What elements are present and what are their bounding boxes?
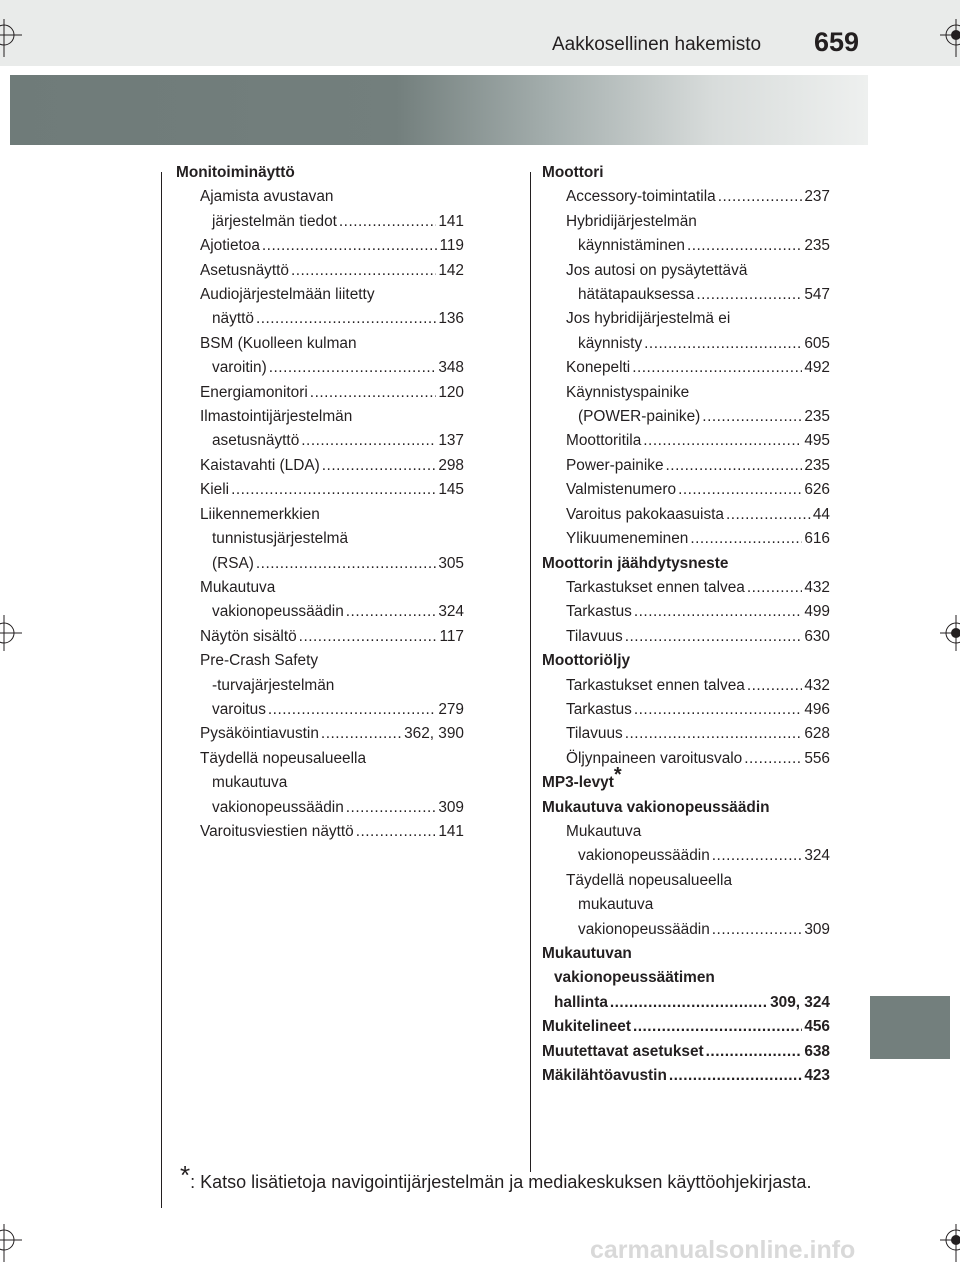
- dot-leader: [262, 234, 438, 258]
- index-entry-text: Valmistenumero: [566, 481, 677, 499]
- index-entry-text: vakionopeussäädin: [578, 920, 710, 938]
- crop-mark-mid-right: [922, 613, 960, 653]
- page-number: 659: [814, 27, 860, 57]
- index-entry-text: Muutettavat asetukset: [542, 1042, 704, 1060]
- index-subentry-text: Audiojärjestelmään liitetty: [200, 286, 375, 304]
- footnote-text: : Katso lisätietoja navigointijärjestelmän ja mediakeskuksen käyttöohjekirjasta.: [190, 1172, 812, 1192]
- dot-leader: [625, 722, 803, 746]
- index-subentry-text: Hybridijärjestelmän: [566, 212, 697, 230]
- dot-leader: [666, 454, 803, 478]
- page-reference[interactable]: 145: [438, 481, 464, 499]
- dot-leader: [696, 283, 802, 307]
- index-subentry-text: mukautuva: [578, 896, 654, 914]
- dot-leader: [726, 503, 811, 527]
- index-entry: [176, 722, 464, 746]
- page-reference[interactable]: 279: [438, 700, 464, 718]
- dot-leader: [268, 698, 436, 722]
- page-reference[interactable]: 432: [804, 578, 830, 596]
- index-entry-text: varoitin): [212, 359, 267, 377]
- page-reference[interactable]: 423: [804, 1067, 830, 1085]
- dot-leader: [644, 332, 802, 356]
- dot-leader: [291, 259, 436, 283]
- dot-leader: [718, 185, 803, 209]
- index-entry-text: Varoitusviestien näyttö: [200, 822, 354, 840]
- dot-leader: [712, 844, 803, 868]
- index-heading-text: Moottorin jäähdytysneste: [542, 554, 729, 572]
- watermark: carmanualsonline.info: [590, 1236, 856, 1264]
- index-entry: [176, 234, 464, 258]
- dot-leader: [346, 796, 437, 820]
- page-reference[interactable]: 492: [804, 359, 830, 377]
- dot-leader: [301, 429, 436, 453]
- index-entry: [176, 698, 464, 722]
- index-entry-text: Kaistavahti (LDA): [200, 456, 320, 474]
- index-heading: [542, 552, 830, 576]
- index-subentry-text: Täydellä nopeusalueella: [566, 871, 732, 889]
- page-reference[interactable]: 616: [804, 530, 830, 548]
- dot-leader: [747, 674, 803, 698]
- page-reference[interactable]: 495: [804, 432, 830, 450]
- index-entry: [542, 1040, 830, 1064]
- page-reference[interactable]: 626: [804, 481, 830, 499]
- index-heading-text: Mukautuva vakionopeussäädin: [542, 798, 770, 816]
- dot-leader: [712, 918, 803, 942]
- page-reference[interactable]: 628: [804, 725, 830, 743]
- page-reference[interactable]: 499: [804, 603, 830, 621]
- page-reference[interactable]: 432: [804, 676, 830, 694]
- index-entry-text: Tarkastus: [566, 603, 632, 621]
- dot-leader: [269, 356, 437, 380]
- index-heading-text: Moottori: [542, 164, 604, 181]
- left-column-rule: [161, 172, 162, 1208]
- page-reference[interactable]: 235: [804, 408, 830, 426]
- page-reference[interactable]: 298: [438, 456, 464, 474]
- index-heading-text: Monitoiminäyttö: [176, 164, 295, 181]
- index-entry-text: näyttö: [212, 310, 254, 328]
- footnote-asterisk: *: [180, 1160, 191, 1190]
- dot-leader: [632, 356, 802, 380]
- index-entry: [176, 429, 464, 453]
- crop-mark-bottom-right: [922, 1222, 960, 1262]
- index-entry-text: Energiamonitori: [200, 383, 308, 401]
- index-subentry-text: vakionopeussäätimen: [554, 969, 715, 987]
- header-title: Aakkosellinen hakemisto: [552, 34, 762, 55]
- index-entry: [176, 820, 464, 844]
- chapter-tab: [870, 996, 950, 1059]
- index-subentry-text: -turvajärjestelmän: [212, 676, 335, 694]
- index-entry-text: Moottoritila: [566, 432, 642, 450]
- page-reference[interactable]: 142: [438, 261, 464, 279]
- index-entry-text: Power-painike: [566, 456, 664, 474]
- index-entry-text: Konepelti: [566, 359, 631, 377]
- index-entry: [542, 625, 830, 649]
- index-entry-text: järjestelmän tiedot: [212, 212, 337, 230]
- index-heading-text: Mukautuvan: [542, 945, 632, 962]
- index-heading-text: Moottoriöljy: [542, 652, 631, 670]
- index-entry: [176, 381, 464, 405]
- index-entry-text: Tarkastukset ennen talvea: [566, 578, 745, 596]
- index-entry: [542, 356, 830, 380]
- index-entry: [542, 991, 830, 1015]
- index-heading: [176, 161, 464, 185]
- index-subentry-text: Jos hybridijärjestelmä ei: [566, 310, 731, 328]
- index-entry: [542, 576, 830, 600]
- index-subentry-text: Pre-Crash Safety: [200, 652, 319, 670]
- page-reference[interactable]: 237: [804, 188, 830, 206]
- page-reference[interactable]: 141: [438, 212, 464, 230]
- index-entry-text: Tarkastus: [566, 700, 632, 718]
- page-reference[interactable]: 638: [804, 1042, 830, 1060]
- index-subentry-text: BSM (Kuolleen kulman: [200, 334, 357, 352]
- index-heading: [542, 161, 830, 185]
- dot-leader: [299, 625, 438, 649]
- index-entry: [176, 259, 464, 283]
- dot-leader: [356, 820, 437, 844]
- index-subentry-text: tunnistusjärjestelmä: [212, 530, 349, 548]
- index-entry: [542, 405, 830, 429]
- page-reference[interactable]: 235: [804, 456, 830, 474]
- page-reference[interactable]: 44: [812, 505, 830, 523]
- page-reference[interactable]: 362, 390: [404, 725, 464, 743]
- index-heading: [542, 796, 830, 820]
- index-entry: [542, 722, 830, 746]
- index-entry-text: vakionopeussäädin: [578, 847, 710, 865]
- dot-leader: [744, 747, 802, 771]
- page-reference[interactable]: 556: [804, 749, 830, 767]
- index-subentry-text: Jos autosi on pysäytettävä: [566, 261, 748, 279]
- index-entry: [542, 600, 830, 624]
- index-entry: [542, 527, 830, 551]
- index-entry: [542, 332, 830, 356]
- dot-leader: [678, 478, 802, 502]
- index-column-right: [542, 161, 830, 1088]
- index-entry: [542, 698, 830, 722]
- index-heading: [542, 942, 830, 966]
- index-entry-text: (RSA): [212, 554, 254, 572]
- index-entry-text: asetusnäyttö: [212, 432, 300, 450]
- dot-leader: [634, 698, 802, 722]
- section-banner: [10, 75, 868, 145]
- dot-leader: [690, 527, 802, 551]
- index-entry: [542, 234, 830, 258]
- index-entry-text: Näytön sisältö: [200, 627, 297, 645]
- index-entry-text: Öljynpaineen varoitusvalo: [566, 749, 743, 767]
- index-entry-text: Varoitus pakokaasuista: [566, 505, 724, 523]
- index-subentry-text: Ilmastointijärjestelmän: [200, 408, 353, 426]
- dot-leader: [339, 210, 436, 234]
- index-entry-text: Accessory-toimintatila: [566, 188, 716, 206]
- index-entry: [176, 552, 464, 576]
- dot-leader: [687, 234, 802, 258]
- index-entry: [542, 1015, 830, 1039]
- dot-leader: [256, 552, 436, 576]
- index-entry: [542, 429, 830, 453]
- index-entry-text: vakionopeussäädin: [212, 603, 344, 621]
- dot-leader: [669, 1064, 802, 1088]
- crop-mark-top-right: [922, 19, 960, 59]
- page-reference[interactable]: 141: [438, 822, 464, 840]
- index-entry: [542, 478, 830, 502]
- index-heading: [542, 649, 830, 673]
- index-entry: [542, 185, 830, 209]
- page-reference[interactable]: 324: [438, 603, 464, 621]
- index-subentry-text: Ajamista avustavan: [200, 188, 334, 206]
- page-reference[interactable]: 324: [804, 847, 830, 865]
- index-entry: [542, 503, 830, 527]
- dot-leader: [346, 600, 437, 624]
- index-entry: [176, 307, 464, 331]
- page-reference[interactable]: 605: [804, 334, 830, 352]
- dot-leader: [610, 991, 768, 1015]
- dot-leader: [633, 1015, 802, 1039]
- index-entry-text: (POWER-painike): [578, 408, 701, 426]
- page-reference[interactable]: 117: [439, 627, 464, 645]
- index-entry: [176, 625, 464, 649]
- footnote: [180, 1160, 812, 1193]
- index-column-left: [176, 161, 464, 844]
- index-entry: [176, 600, 464, 624]
- page-reference[interactable]: 348: [438, 359, 464, 377]
- index-entry-text: Mukitelineet: [542, 1018, 631, 1036]
- index-subentry-text: Käynnistyspainike: [566, 383, 690, 401]
- index-entry-text: Tarkastukset ennen talvea: [566, 676, 745, 694]
- page-reference[interactable]: 309: [804, 920, 830, 938]
- index-entry-text: vakionopeussäädin: [212, 798, 344, 816]
- dot-leader: [322, 454, 437, 478]
- index-entry-text: Asetusnäyttö: [200, 261, 289, 279]
- index-subentry-text: Täydellä nopeusalueella: [200, 749, 366, 767]
- index-entry: [176, 454, 464, 478]
- page-reference[interactable]: 305: [438, 554, 464, 572]
- dot-leader: [231, 478, 436, 502]
- index-entry-text: Ylikuumeneminen: [566, 530, 689, 548]
- index-entry: [176, 356, 464, 380]
- index-entry-text: Tilavuus: [566, 627, 623, 645]
- index-entry: [542, 918, 830, 942]
- page-reference[interactable]: 136: [438, 310, 464, 328]
- index-entry-text: Pysäköintiavustin: [200, 725, 319, 743]
- dot-leader: [310, 381, 437, 405]
- page-reference[interactable]: 309, 324: [770, 993, 830, 1011]
- page-reference[interactable]: 120: [438, 383, 464, 401]
- page-reference[interactable]: 119: [439, 237, 464, 255]
- index-entry: [542, 454, 830, 478]
- page-reference[interactable]: 309: [438, 798, 464, 816]
- dot-leader: [747, 576, 803, 600]
- index-entry-text: Kieli: [200, 481, 230, 499]
- page-reference[interactable]: 456: [804, 1018, 830, 1036]
- page-reference[interactable]: 547: [804, 286, 830, 304]
- index-subentry-text: Mukautuva: [200, 578, 276, 596]
- index-entry-text: Mäkilähtöavustin: [542, 1067, 667, 1085]
- dot-leader: [702, 405, 802, 429]
- center-column-rule: [530, 172, 531, 1172]
- index-entry: [176, 478, 464, 502]
- index-heading-text: MP3-levyt: [542, 774, 614, 792]
- index-entry-text: Ajotietoa: [200, 237, 260, 255]
- dot-leader: [256, 307, 436, 331]
- index-entry-text: hallinta: [554, 993, 608, 1011]
- index-heading: [542, 764, 830, 795]
- page-reference[interactable]: 496: [804, 700, 830, 718]
- index-subentry-text: Mukautuva: [566, 822, 642, 840]
- index-entry: [542, 1064, 830, 1088]
- index-subentry-text: Liikennemerkkien: [200, 505, 320, 523]
- dot-leader: [643, 429, 802, 453]
- dot-leader: [706, 1040, 803, 1064]
- index-entry: [542, 674, 830, 698]
- index-entry: [176, 796, 464, 820]
- index-entry-text: käynnistäminen: [578, 237, 685, 255]
- index-entry-text: käynnisty: [578, 334, 643, 352]
- footnote-marker: *: [613, 764, 622, 787]
- index-entry-text: Tilavuus: [566, 725, 623, 743]
- index-entry-text: varoitus: [212, 700, 266, 718]
- index-entry-text: hätätapauksessa: [578, 286, 695, 304]
- dot-leader: [321, 722, 402, 746]
- index-subentry-text: mukautuva: [212, 774, 288, 792]
- index-entry: [176, 210, 464, 234]
- crop-mark-mid-left: [0, 613, 40, 653]
- index-entry: [542, 283, 830, 307]
- dot-leader: [625, 625, 803, 649]
- page-reference[interactable]: 137: [438, 432, 464, 450]
- page-reference[interactable]: 630: [804, 627, 830, 645]
- dot-leader: [634, 600, 802, 624]
- crop-mark-bottom-left: [0, 1222, 40, 1262]
- index-entry: [542, 747, 830, 771]
- page-reference[interactable]: 235: [804, 237, 830, 255]
- index-entry: [542, 844, 830, 868]
- crop-mark-top-left: [0, 19, 40, 59]
